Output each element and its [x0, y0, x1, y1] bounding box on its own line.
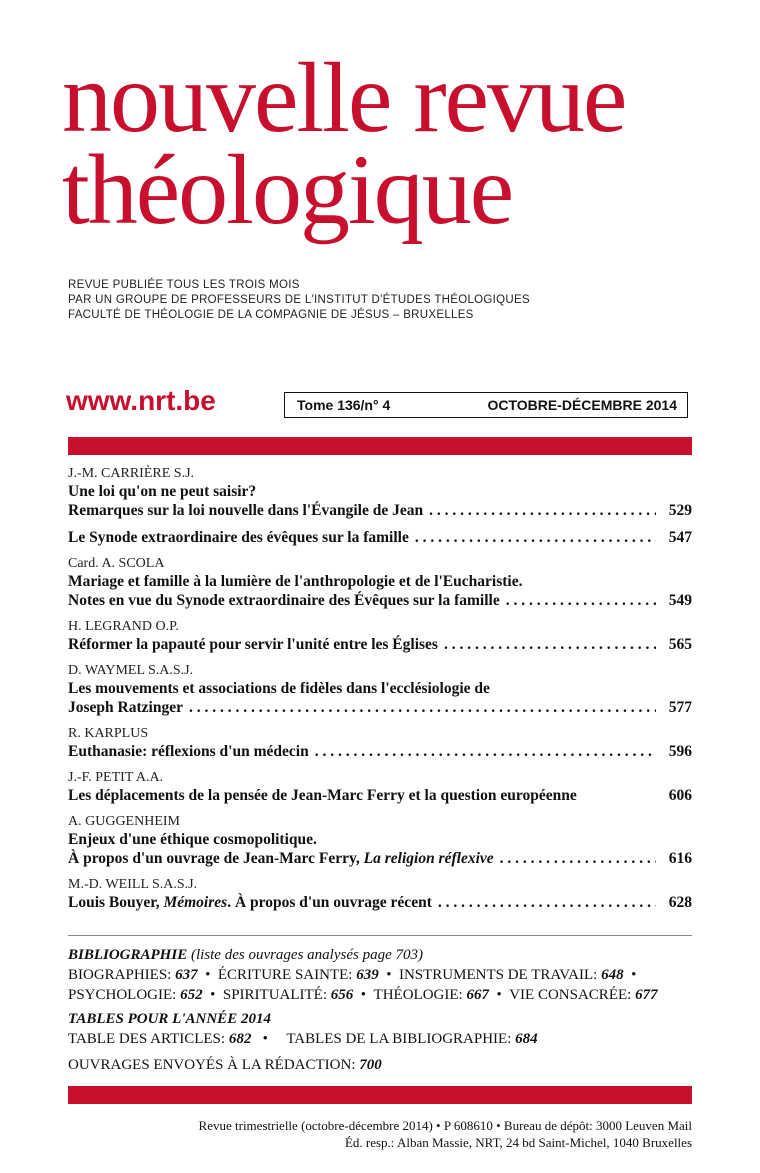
toc-page-number: 529 — [668, 502, 692, 519]
issue-box — [284, 392, 688, 418]
received-row — [68, 1055, 692, 1075]
table-of-contents — [68, 465, 692, 920]
toc-title-line: Les déplacements de la pensée de Jean-Marc Ferry et la question européenne 606 — [68, 787, 692, 804]
bibliography-page: 656 — [330, 987, 354, 1003]
bibliography-heading: BIBLIOGRAPHIE — [68, 947, 188, 963]
bibliography-category: BIOGRAPHIES: — [68, 967, 176, 983]
bibliography-note: (liste des ouvrages analysés page 703) — [187, 947, 423, 963]
footer — [199, 1117, 692, 1151]
toc-entry — [68, 555, 692, 610]
toc-entry — [68, 769, 692, 805]
toc-page-number: 547 — [668, 529, 692, 546]
footer-line-2: Éd. resp.: Alban Massie, NRT, 24 bd Saint-Michel, 1040 Bruxelles — [344, 1135, 692, 1150]
toc-title-line: Notes en vue du Synode extraordinaire des Évêques sur la famille . . . 549 — [68, 591, 692, 610]
subtitle-line: REVUE PUBLIÉE TOUS LES TROIS MOIS — [68, 279, 300, 291]
footer-line-1: Revue trimestrielle (octobre-décembre 2014) • P 608610 • Bureau de dépôt: 3000 Leuven Mail — [198, 1118, 692, 1133]
tables-articles-page: 682 — [228, 1031, 252, 1047]
bibliography-page: 639 — [356, 967, 379, 983]
leader-dots — [415, 528, 656, 547]
bibliography-category: SPIRITUALITÉ: — [222, 987, 331, 1003]
journal-subtitle — [68, 278, 530, 323]
journal-title-line-1: nouvelle revue — [62, 42, 626, 153]
divider — [68, 935, 692, 936]
toc-title-line: Louis Bouyer, Mémoires. À propos d'un ouvrage récent . . . 628 — [68, 893, 692, 912]
tables-heading: TABLES POUR L'ANNÉE 2014 — [68, 1011, 271, 1027]
toc-title-line: Remarques sur la loi nouvelle dans l'Évangile de Jean . . . 529 — [68, 501, 692, 520]
bibliography-page: 637 — [175, 967, 198, 983]
toc-title-line: À propos d'un ouvrage de Jean-Marc Ferry, La religion réflexive . . . 616 — [68, 849, 692, 868]
top-red-bar — [68, 437, 692, 455]
toc-page-number: 628 — [668, 894, 692, 911]
toc-author: Card. A. SCOLA — [68, 556, 165, 571]
leader-dots — [315, 742, 656, 761]
toc-author: D. WAYMEL S.A.S.J. — [68, 663, 194, 678]
toc-entry — [68, 618, 692, 654]
bibliography-row-2: PSYCHOLOGIE: 652 • SPIRITUALITÉ: 656 • THÉOLOGIE: 667 • VIE CONSACRÉE: 677 — [68, 987, 658, 1003]
bottom-red-bar — [68, 1086, 692, 1104]
leader-dots — [506, 591, 656, 610]
tables-heading-row — [68, 1009, 692, 1029]
bibliography-category: VIE CONSACRÉE: — [509, 987, 636, 1003]
toc-title-line: Les mouvements et associations de fidèles dans l'ecclésiologie de — [68, 680, 490, 697]
journal-title-line-2: théologique — [62, 134, 513, 245]
website-link[interactable]: www.nrt.be — [66, 385, 216, 416]
toc-entry — [68, 662, 692, 717]
issue-tome: Tome 136/n° 4 — [297, 397, 391, 413]
leader-dots — [500, 849, 656, 868]
toc-entry — [68, 725, 692, 761]
tables-articles-label: TABLE DES ARTICLES: — [68, 1031, 229, 1047]
toc-page-number: 549 — [668, 592, 692, 609]
leader-dots — [444, 635, 656, 654]
issue-period: OCTOBRE-DÉCEMBRE 2014 — [487, 397, 677, 413]
subtitle-line: FACULTÉ DE THÉOLOGIE DE LA COMPAGNIE DE JÉSUS – BRUXELLES — [68, 309, 474, 321]
toc-page-number: 616 — [668, 850, 692, 867]
received-page: 700 — [359, 1057, 382, 1073]
bibliography-category: PSYCHOLOGIE: — [68, 987, 181, 1003]
bibliography-section — [68, 945, 692, 1075]
toc-title-line: Mariage et famille à la lumière de l'anthropologie et de l'Eucharistie. — [68, 573, 523, 590]
toc-author: J.-M. CARRIÈRE S.J. — [68, 466, 195, 481]
toc-entry — [68, 876, 692, 912]
toc-page-number: 606 — [668, 787, 692, 804]
toc-title-line: Une loi qu'on ne peut saisir? — [68, 483, 257, 500]
leader-dots — [438, 893, 656, 912]
toc-title-line: Le Synode extraordinaire des évêques sur la famille . . . 547 — [68, 528, 692, 547]
toc-entry — [68, 465, 692, 520]
toc-page-number: 577 — [668, 699, 692, 716]
leader-dots — [429, 501, 656, 520]
bibliography-page: 652 — [180, 987, 203, 1003]
toc-title-line: Joseph Ratzinger . . . 577 — [68, 698, 692, 717]
toc-author: J.-F. PETIT A.A. — [68, 770, 164, 785]
subtitle-line: PAR UN GROUPE DE PROFESSEURS DE L'INSTITUT D'ÉTUDES THÉOLOGIQUES — [68, 294, 530, 306]
toc-author: A. GUGGENHEIM — [68, 814, 180, 829]
toc-entry — [68, 813, 692, 868]
received-label: OUVRAGES ENVOYÉS À LA RÉDACTION: — [68, 1057, 360, 1073]
bibliography-category: ÉCRITURE SAINTE: — [217, 967, 357, 983]
toc-page-number: 565 — [668, 636, 692, 653]
bibliography-row-1: BIOGRAPHIES: 637 • ÉCRITURE SAINTE: 639 • INSTRUMENTS DE TRAVAIL: 648 • — [68, 967, 637, 983]
tables-row: TABLE DES ARTICLES: 682 • TABLES DE LA BIBLIOGRAPHIE: 684 — [68, 1031, 538, 1047]
toc-title-line: Enjeux d'une éthique cosmopolitique. — [68, 831, 317, 848]
bibliography-category: THÉOLOGIE: — [373, 987, 467, 1003]
toc-author: M.-D. WEILL S.A.S.J. — [68, 877, 198, 892]
bibliography-category: INSTRUMENTS DE TRAVAIL: — [398, 967, 602, 983]
toc-author: H. LEGRAND O.P. — [68, 619, 179, 634]
tables-biblio-label: TABLES DE LA BIBLIOGRAPHIE: — [286, 1031, 516, 1047]
toc-title-line: Réformer la papauté pour servir l'unité entre les Églises . . . 565 — [68, 635, 692, 654]
bibliography-page: 648 — [601, 967, 624, 983]
toc-page-number: 596 — [668, 743, 692, 760]
bibliography-page: 667 — [466, 987, 489, 1003]
toc-title-line: Euthanasie: réflexions d'un médecin . . . 596 — [68, 742, 692, 761]
tables-biblio-page: 684 — [515, 1031, 538, 1047]
toc-author: R. KARPLUS — [68, 726, 149, 741]
toc-entry — [68, 528, 692, 547]
bibliography-page: 677 — [635, 987, 658, 1003]
leader-dots — [189, 698, 656, 717]
bibliography-heading-row — [68, 945, 692, 965]
